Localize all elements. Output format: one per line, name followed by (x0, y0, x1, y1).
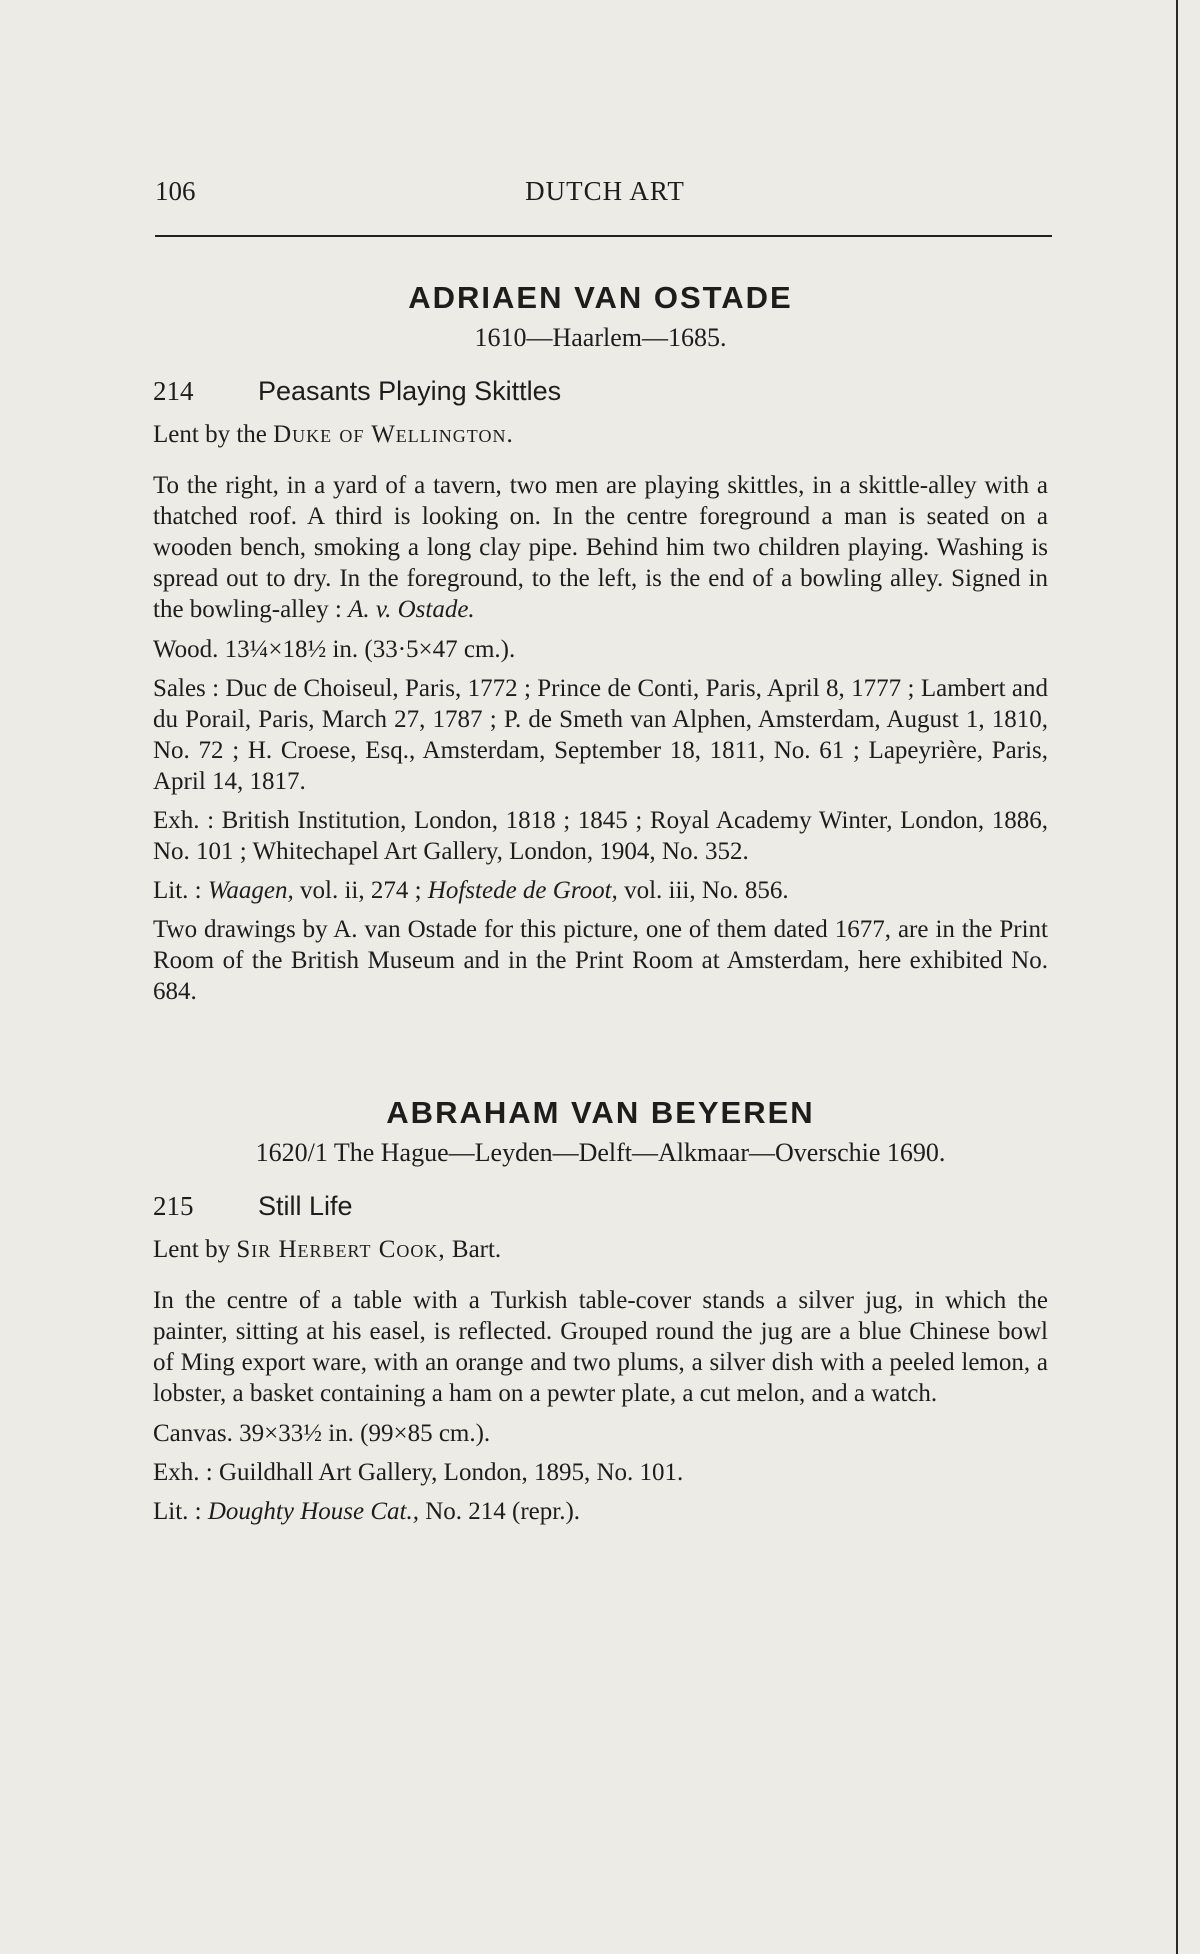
catalogue-entry-215 (153, 1091, 1048, 1527)
medium-dimensions: Canvas. 39×33½ in. (99×85 cm.). (153, 1420, 491, 1447)
artwork-title: Still Life (258, 1191, 353, 1221)
exhibition-history: Exh. : Guildhall Art Gallery, London, 1895, No. 101. (153, 1459, 684, 1486)
signature: A. v. Ostade. (348, 596, 475, 623)
running-head (155, 176, 1055, 216)
sales-history: Sales : Duc de Choiseul, Paris, 1772 ; Prince de Conti, Paris, April 8, 1777 ; Lambert and du Porail, Paris, March 27, 1787 ; P. de Smeth van Alphen, Amsterdam, August 1, 1810, No. 72 ; H. Croese, Esq., Amsterdam, September 18, 1811, No. 61 ; Lapeyrière, Paris, April 14, 1817. (153, 675, 1048, 795)
entry-heading (153, 370, 1048, 412)
artist-dates: 1610—Haarlem—1685. (474, 323, 727, 352)
lender-prefix: Lent by (153, 1236, 231, 1263)
header-rule (155, 235, 1052, 237)
description (153, 470, 1048, 625)
description-text: To the right, in a yard of a tavern, two men are playing skittles, in a skittle-alley with a thatched roof. A third is looking on. In the centre foreground a man is seated on a wooden bench, smoking a long clay pipe. Behind him two children playing. Washing is spread out to dry. In the foreground, to the left, is the end of a bowling alley. Signed in the bowling-alley : (153, 472, 1048, 623)
catalogue-content (153, 276, 1048, 1535)
catalogue-entry-214 (153, 276, 1048, 1007)
lit-ref-1: Waagen, (207, 877, 294, 904)
page-edge-rule (1176, 0, 1178, 1954)
lender-name: Sir Herbert Cook, (236, 1236, 446, 1263)
lit-prefix: Lit. : (153, 877, 202, 904)
lit-end: No. 214 (repr.). (425, 1498, 581, 1525)
artwork-title: Peasants Playing Skittles (258, 376, 562, 406)
lit-ref-1: Doughty House Cat., (207, 1498, 419, 1525)
lender-prefix: Lent by the (153, 421, 267, 448)
description: In the centre of a table with a Turkish table-cover stands a silver jug, in which the painter, sitting at his easel, is reflected. Grouped round the jug are a blue Chinese bowl of Ming export ware, with an orange and two plums, a silver dish with a peeled lemon, a lobster, a basket containing a ham on a pewter plate, a cut melon, and a watch. (153, 1287, 1048, 1407)
literature (153, 875, 1048, 906)
entry-heading (153, 1185, 1048, 1227)
catalogue-number: 214 (153, 376, 194, 406)
medium-dimensions: Wood. 13¼×18½ in. (33·5×47 cm.). (153, 636, 516, 663)
lender-suffix: Bart. (451, 1236, 502, 1263)
exhibition-history: Exh. : British Institution, London, 1818 ; 1845 ; Royal Academy Winter, London, 1886, No. 101 ; Whitechapel Art Gallery, London, 1904, No. 352. (153, 807, 1048, 865)
lender-name: Duke of Wellington. (273, 421, 514, 448)
artist-dates: 1620/1 The Hague—Leyden—Delft—Alkmaar—Overschie 1690. (255, 1138, 946, 1167)
lit-prefix: Lit. : (153, 1498, 202, 1525)
note: Two drawings by A. van Ostade for this picture, one of them dated 1677, are in the Print Room of the British Museum and in the Print Room at Amsterdam, here exhibited No. 684. (153, 916, 1048, 1005)
catalogue-number: 215 (153, 1191, 194, 1221)
literature (153, 1496, 1048, 1527)
lit-end: vol. iii, No. 856. (624, 877, 789, 904)
lit-ref-2: Hofstede de Groot, (427, 877, 618, 904)
lit-mid: vol. ii, 274 ; (300, 877, 422, 904)
lender-line (153, 418, 1048, 452)
artist-name: ADRIAEN VAN OSTADE (408, 280, 793, 315)
page-number: 106 (155, 176, 196, 206)
running-title: DUTCH ART (525, 176, 685, 206)
lender-line (153, 1233, 1048, 1267)
artist-name: ABRAHAM VAN BEYEREN (386, 1095, 815, 1130)
